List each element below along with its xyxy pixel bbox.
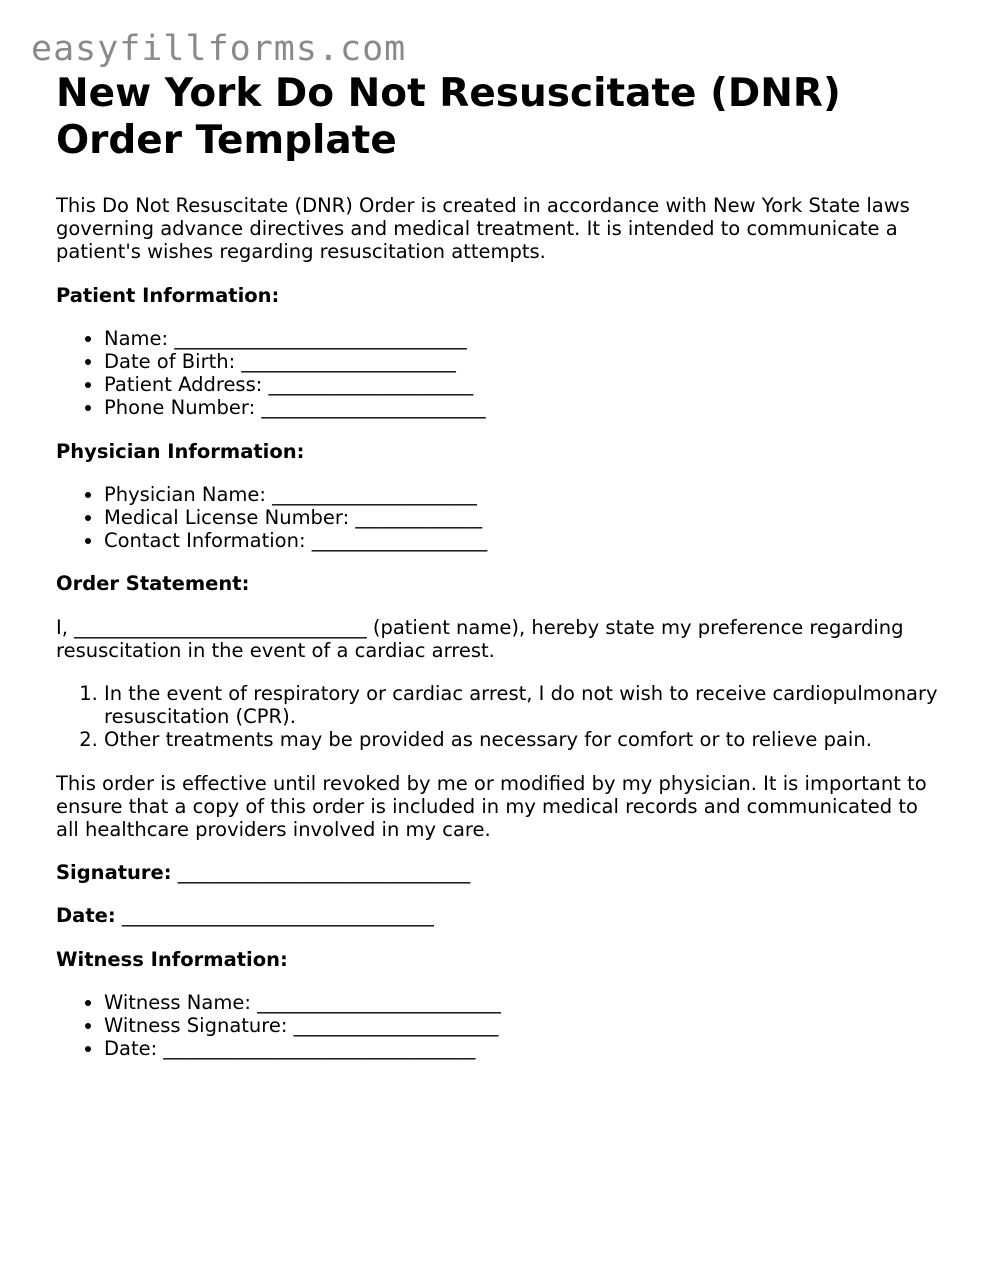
signature-line[interactable]: ______________________________ xyxy=(177,861,471,885)
intro-paragraph: This Do Not Resuscitate (DNR) Order is created in accordance with New York State laws governing advance directives and medical treatment. It is intended to communicate a patient's wishes regarding resuscitation attempts. xyxy=(56,194,910,264)
watermark: easyfillforms.com xyxy=(31,29,407,69)
patient-name-field[interactable]: • Name: ______________________________ xyxy=(104,327,946,350)
witness-name-field[interactable]: • Witness Name: _________________________ xyxy=(104,991,946,1014)
patient-address-field[interactable]: • Patient Address: _____________________ xyxy=(104,373,946,396)
physician-info-heading: Physician Information: xyxy=(56,439,305,463)
witness-signature-field[interactable]: • Witness Signature: _____________________ xyxy=(104,1014,946,1037)
order-statement-heading: Order Statement: xyxy=(56,572,250,596)
physician-info-list xyxy=(56,483,946,553)
order-closing-paragraph: This order is effective until revoked by me or modified by my physician. It is important to ensure that a copy of this order is included in my medical records and communicated to all healthcare providers involved in my care. xyxy=(56,771,927,842)
order-item-cpr: 1. In the event of respiratory or cardiac arrest, I do not wish to receive cardiopulmonary resuscitation (CPR). xyxy=(104,682,946,728)
witness-info-list xyxy=(56,991,946,1061)
document-title: New York Do Not Resuscitate (DNR) Order Template xyxy=(56,71,841,163)
patient-info-list xyxy=(56,327,946,420)
order-statement-text[interactable]: I, ______________________________ (patient name), hereby state my preference regarding resuscitation in the event of a cardiac arrest. xyxy=(56,615,904,662)
order-items-list xyxy=(56,682,946,752)
date-row[interactable] xyxy=(56,904,946,927)
patient-phone-field[interactable]: • Phone Number: _______________________ xyxy=(104,396,946,419)
date-label: Date: xyxy=(56,904,116,928)
date-line[interactable]: ________________________________ xyxy=(121,904,434,928)
witness-info-heading: Witness Information: xyxy=(56,947,288,971)
witness-date-field[interactable]: • Date: ________________________________ xyxy=(104,1037,946,1060)
patient-info-heading: Patient Information: xyxy=(56,283,280,307)
signature-label: Signature: xyxy=(56,861,172,885)
patient-dob-field[interactable]: • Date of Birth: ______________________ xyxy=(104,350,946,373)
order-item-other-treatments: 2. Other treatments may be provided as necessary for comfort or to relieve pain. xyxy=(104,728,946,751)
contact-info-field[interactable]: • Contact Information: __________________ xyxy=(104,529,946,552)
document-body xyxy=(56,70,946,1060)
physician-name-field[interactable]: • Physician Name: _____________________ xyxy=(104,483,946,506)
signature-row[interactable] xyxy=(56,861,946,884)
medical-license-field[interactable]: • Medical License Number: _____________ xyxy=(104,506,946,529)
